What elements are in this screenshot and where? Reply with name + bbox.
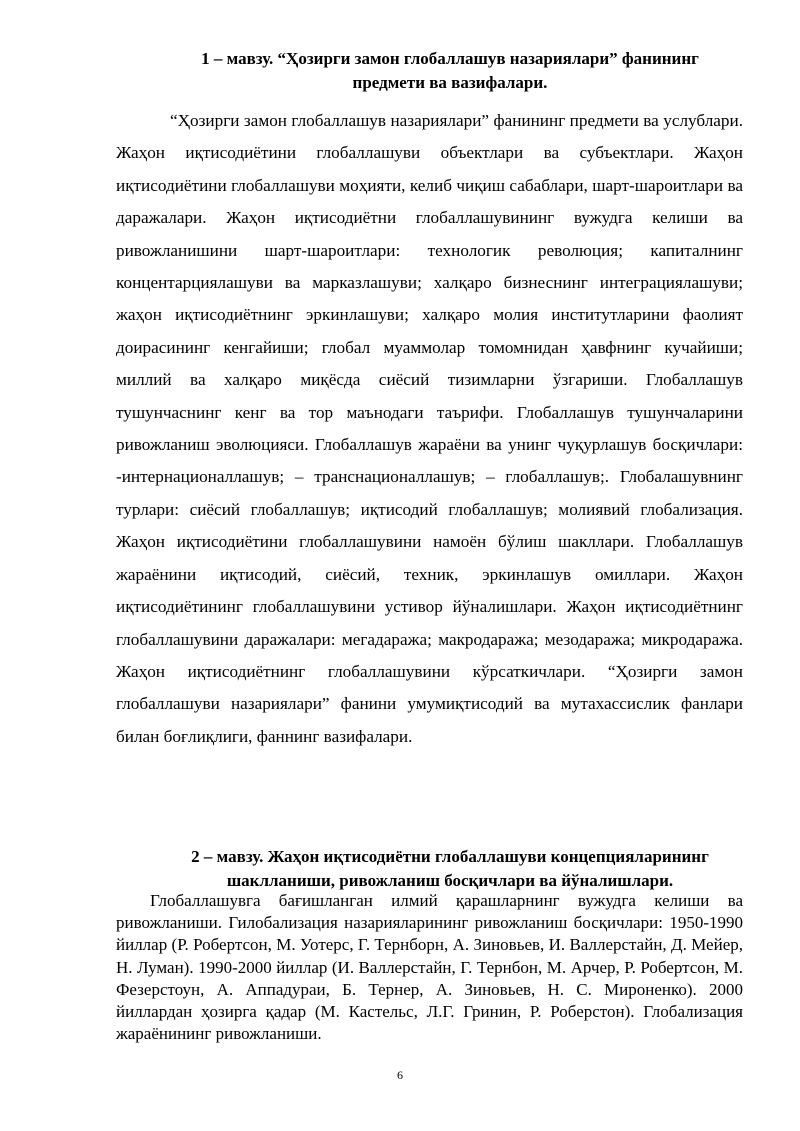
section2-body: Глобаллашувга бағишланган илмий қарашларнинг вужудга келиши ва ривожланиши. Гилобализация назарияларининг ривожланиш босқичлари: 1950-1990 йиллар (Р. Робертсон, М. Уотерс, Г. Тернборн, А. Зиновьев, И. Валлерстайн, Д. Мейер, Н. Луман). 1990-2000 йиллар (И. Валлерстайн, Г. Тернбон, М. Арчер, Р. Робертсон, М. Фезерстоун, А. Аппадураи, Б. Тернер, А. Зиновьев, Н. С. Мироненко). 2000 йиллардан ҳозирга қадар (М. Кастельс, Л.Г. Гринин, Р. Роберстон). Глобализация жараёнининг ривожланиши. bbox=[116, 891, 743, 1044]
section1-body: “Ҳозирги замон глобаллашув назариялари” фанининг предмети ва услублари. Жаҳон иқтисодиётини глобаллашуви объектлари ва субъектлари. Жаҳон иқтисодиётини глобаллашуви моҳияти, келиб чиқиш сабаблари, шарт-шароитлари ва даражалари. Жаҳон иқтисодиётни глобаллашувининг вужудга келиши ва ривожланишини шарт-шароитлари: технологик революция; капиталнинг концентарциялашуви ва марказлашуви; халқаро бизнеснинг интеграциялашуви; жаҳон иқтисодиётнинг эркинлашуви; халқаро молия институтларини фаолият доирасининг кенгайиши; глобал муаммолар томомнидан ҳавфнинг кучайиши; миллий ва халқаро миқёсда сиёсий тизимларни ўзгариши. Глобаллашув тушунчаснинг кенг ва тор маънодаги таърифи. Глобаллашув тушунчаларини ривожланиш эволюцияси. Глобаллашув жараёни ва унинг чуқурлашув босқичлари: -интернационаллашув; – транснационаллашув; – глобаллашув;. Глобалашувнинг турлари: сиёсий глобаллашув; иқтисодий глобаллашув; молиявий глобализация. Жаҳон иқтисодиётини глобаллашувини намоён бўлиш шакллари. Глобаллашув жараёнини иқтисодий, сиёсий, техник, эркинлашув омиллари. Жаҳон иқтисодиётининг глобаллашувини устивор йўналишлари. Жаҳон иқтисодиётнинг глобаллашувини даражалари: мегадаража; макродаража; мезодаража; микродаража. Жаҳон иқтисодиётнинг глобаллашувини кўрсаткичлари. “Ҳозирги замон глобаллашуви назариялари” фанини умумиқтисодий ва мутахассислик фанлари билан боғлиқлиги, фаннинг вазифалари. bbox=[116, 111, 743, 746]
section2-title-line1: 2 – мавзу. Жаҳон иқтисодиётни глобаллашуви концепцияларининг bbox=[191, 847, 709, 866]
section1-title-line1: 1 – мавзу. “Ҳозирги замон глобаллашув назариялари” фанининг bbox=[201, 49, 699, 68]
section2-heading bbox=[130, 845, 770, 893]
section2-title-line2: шаклланиши, ривожланиш босқичлари ва йўналишлари. bbox=[226, 871, 674, 890]
section1-heading bbox=[150, 47, 750, 95]
page-number: 6 bbox=[397, 1068, 403, 1082]
section1-title-line2: предмети ва вазифалари. bbox=[352, 73, 548, 92]
